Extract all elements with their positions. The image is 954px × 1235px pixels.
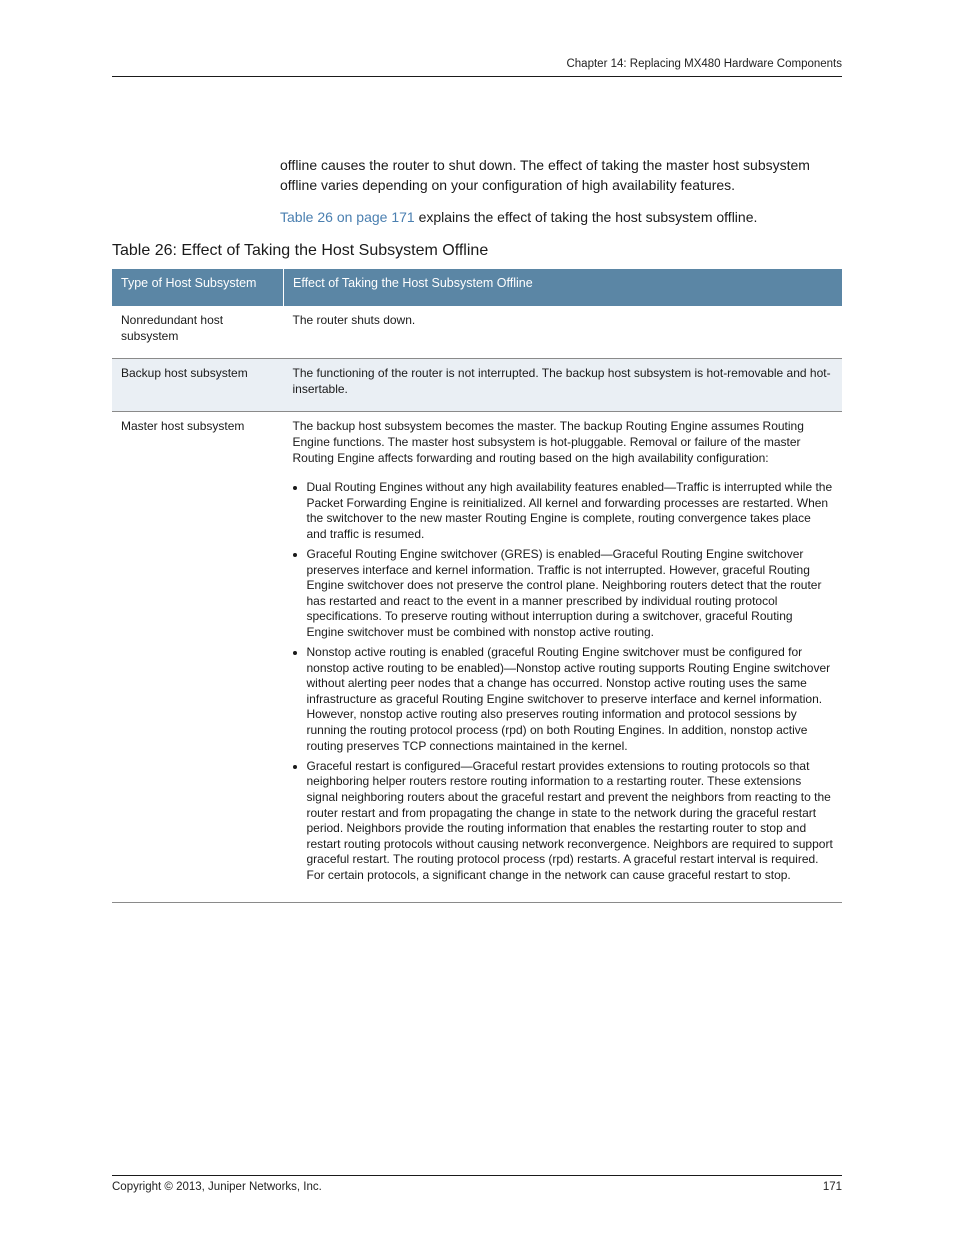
bullet-list: [293, 480, 834, 883]
page-header: [112, 56, 842, 77]
list-item: • Graceful restart is configured—Graceful restart provides extensions to routing protocols so that neighboring helper routers restore routing information to a restarting router. These extensions signal neighboring routers about the graceful restart and prevent the neighbors from reacting to the router restart and from propagating the change in state to the network during the graceful restart period. Neighbors provide the routing information that enables the restarting router to stop and restart routing protocols without causing network reconvergence. Neighbors are required to support graceful restart. The routing protocol process (rpd) restarts. A graceful restart interval is required. For certain protocols, a significant change in the network can cause graceful restart to stop.: [307, 759, 834, 884]
host-subsystem-table: [112, 269, 842, 903]
table-header-row: [112, 269, 842, 306]
cell-type: Backup host subsystem: [112, 359, 284, 412]
table-reference-paragraph: [280, 207, 842, 227]
cell-effect: [284, 412, 843, 903]
intro-text: [280, 155, 842, 239]
page-number: 171: [822, 1181, 842, 1193]
column-header-type: Type of Host Subsystem: [112, 269, 284, 306]
cell-effect: The functioning of the router is not interrupted. The backup host subsystem is hot-removable and hot-insertable.: [284, 359, 843, 412]
table-row: [112, 359, 842, 412]
cell-type: Nonredundant host subsystem: [112, 306, 284, 359]
table-reference-link[interactable]: Table 26 on page 171: [280, 209, 415, 225]
column-header-effect: Effect of Taking the Host Subsystem Offline: [284, 269, 843, 306]
chapter-title: Chapter 14: Replacing MX480 Hardware Components: [566, 58, 842, 70]
table-reference-text: explains the effect of taking the host subsystem offline.: [414, 209, 758, 225]
table-row: [112, 412, 842, 903]
list-item: • Nonstop active routing is enabled (graceful Routing Engine switchover must be configured for nonstop active routing to be enabled)—Nonstop active routing supports Routing Engine switchover without alerting peer nodes that a change has occurred. Nonstop active routing uses the same infrastructure as graceful Routing Engine switchover to preserve interface and kernel information. However, nonstop active routing also preserves routing information and protocol sessions by running the routing protocol process (rpd) on both Routing Engines. In addition, nonstop active routing preserves TCP connections maintained in the kernel.: [307, 645, 834, 754]
intro-paragraph: offline causes the router to shut down. The effect of taking the master host subsystem offline varies depending on your configuration of high availability features.: [280, 157, 810, 193]
copyright-text: Copyright © 2013, Juniper Networks, Inc.: [112, 1181, 322, 1193]
cell-effect-text: The backup host subsystem becomes the master. The backup Routing Engine assumes Routing Engine functions. The master host subsystem is hot-pluggable. Removal or failure of the master Routing Engine affects forwarding and routing based on the high availability configuration:: [292, 419, 804, 465]
page-footer: [112, 1175, 842, 1195]
table-row: [112, 306, 842, 359]
list-item: • Graceful Routing Engine switchover (GRES) is enabled—Graceful Routing Engine switchover preserves interface and kernel information. Traffic is not interrupted. However, graceful Routing Engine switchover does not preserve the control plane. Neighboring routers detect that the router has restarted and react to the event in a manner prescribed by individual routing protocol specifications. To preserve routing without interruption during a switchover, graceful Routing Engine switchover must be combined with nonstop active routing.: [307, 547, 834, 641]
cell-effect: The router shuts down.: [284, 306, 843, 359]
list-item: • Dual Routing Engines without any high availability features enabled—Traffic is interrupted while the Packet Forwarding Engine is reinitialized. All kernel and forwarding processes are restarted. When the switchover to the new master Routing Engine is complete, routing convergence takes place and traffic is resumed.: [307, 480, 834, 542]
cell-type: Master host subsystem: [112, 412, 284, 903]
table-title: Table 26: Effect of Taking the Host Subsystem Offline: [112, 242, 489, 259]
